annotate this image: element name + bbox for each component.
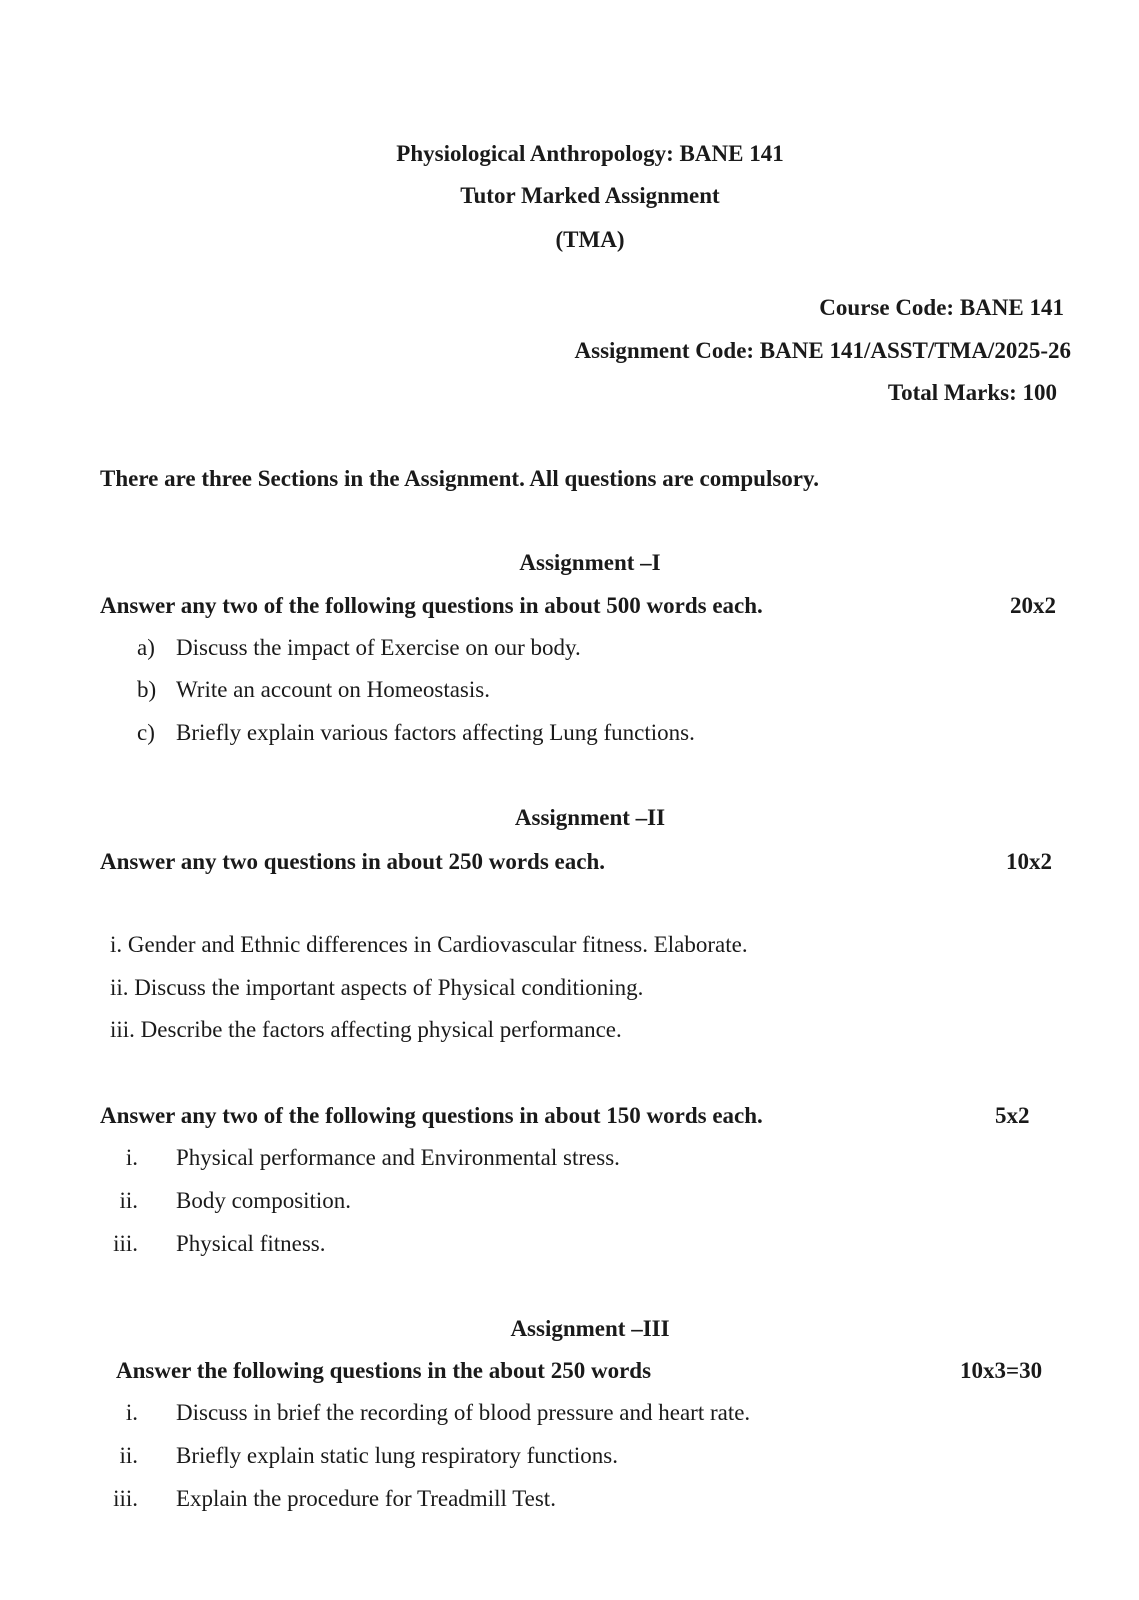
question-text: Discuss the impact of Exercise on our body. <box>176 635 581 660</box>
assignment-2-title: Assignment –II <box>514 805 666 830</box>
assignment-1-title: Assignment –I <box>519 550 661 575</box>
assignment-2-part-2-marks: 5x2 <box>995 1103 1030 1128</box>
question-label: c) <box>137 720 155 745</box>
assignment-1-instruction: Answer any two of the following questions in about 500 words each. <box>100 593 763 618</box>
question-label: iii. <box>113 1486 138 1511</box>
question-label: iii. <box>113 1231 138 1256</box>
question-label: b) <box>137 677 157 702</box>
course-code: Course Code: BANE 141 <box>819 295 1064 320</box>
assignment-2-part-1-marks: 10x2 <box>1006 849 1052 874</box>
question-label: a) <box>137 635 155 660</box>
question-text: Write an account on Homeostasis. <box>176 677 490 702</box>
question-label: i. <box>125 1400 138 1425</box>
assignment-1-marks: 20x2 <box>1010 593 1056 618</box>
course-title: Physiological Anthropology: BANE 141 <box>396 141 784 166</box>
question-label: ii. <box>119 1443 138 1468</box>
assignment-3-marks: 10x3=30 <box>960 1358 1043 1383</box>
question-label: ii. <box>119 1188 138 1213</box>
question-text: Physical fitness. <box>176 1231 326 1256</box>
question-text: Physical performance and Environmental stress. <box>176 1145 620 1170</box>
question-text: Explain the procedure for Treadmill Test. <box>176 1486 556 1511</box>
question-text: Body composition. <box>176 1188 352 1213</box>
question-text: ii. Discuss the important aspects of Physical conditioning. <box>110 975 644 1000</box>
question-text: Discuss in brief the recording of blood pressure and heart rate. <box>176 1400 751 1425</box>
question-text: Briefly explain static lung respiratory functions. <box>176 1443 618 1468</box>
question-text: i. Gender and Ethnic differences in Cardiovascular fitness. Elaborate. <box>110 932 748 957</box>
general-instruction: There are three Sections in the Assignment. All questions are compulsory. <box>100 466 819 491</box>
assignment-3-instruction: Answer the following questions in the about 250 words <box>116 1358 652 1383</box>
assignment-2-part-2-instruction: Answer any two of the following questions in about 150 words each. <box>100 1103 763 1128</box>
total-marks: Total Marks: 100 <box>887 380 1057 405</box>
assignment-type: Tutor Marked Assignment <box>460 183 720 208</box>
assignment-2-part-1-instruction: Answer any two questions in about 250 words each. <box>100 849 606 874</box>
assignment-3-title: Assignment –III <box>510 1316 670 1341</box>
assignment-code: Assignment Code: BANE 141/ASST/TMA/2025-26 <box>574 338 1071 363</box>
assignment-abbreviation: (TMA) <box>555 227 625 252</box>
question-text: Briefly explain various factors affecting Lung functions. <box>176 720 695 745</box>
question-label: i. <box>125 1145 138 1170</box>
question-text: iii. Describe the factors affecting physical performance. <box>110 1017 622 1042</box>
